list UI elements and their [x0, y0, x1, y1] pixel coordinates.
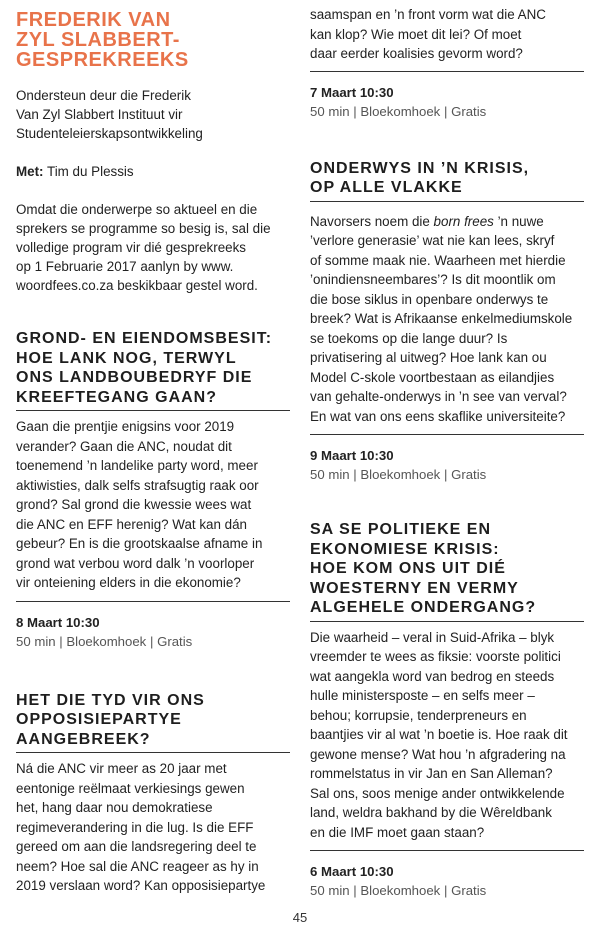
- description-line: of somme maak nie. Waarheen met hierdie: [310, 252, 566, 268]
- description-line: verander? Gaan die ANC, noudat dit: [16, 438, 232, 454]
- description-line: het, hang daar nou demokratiese: [16, 800, 213, 815]
- description-line: breek? Wat is Afrikaanse enkelmediumskole: [310, 311, 573, 326]
- description-line: privatisering al uitweg? Hoe lank kan ou: [310, 350, 547, 365]
- description-line: toenemend ’n landelike party word, meer: [16, 458, 258, 473]
- description-line: gebeur? En is die grootskaalse afname in: [16, 536, 263, 551]
- description-line: ’verlore generasie’ wat nie kan lees, skryf: [310, 233, 555, 248]
- description-line: 2019 verslaan word? Kan opposisiepartye: [16, 878, 266, 893]
- session-venue: Bloekomhoek: [360, 103, 441, 119]
- series-title-line: FREDERIK VAN: [16, 9, 171, 31]
- separator: |: [443, 467, 448, 482]
- host-name: Tim du Plessis: [47, 164, 134, 179]
- description-line: neem? Hoe sal die ANC reageer as hy in: [16, 858, 259, 874]
- left-column: [16, 0, 290, 896]
- description-line: en die IMF moet gaan staan?: [310, 824, 485, 840]
- page-number: 45: [292, 910, 308, 925]
- intro-line: sprekers se programme so besig is, sal die: [16, 221, 271, 236]
- description-line: wat aangekla word van bedrog en steeds: [310, 668, 555, 684]
- session-title: [310, 520, 584, 621]
- description-line: saamspan en ’n front vorm wat die ANC: [310, 7, 546, 22]
- description-line: vir onteiening elders in die ekonomie?: [16, 575, 241, 590]
- separator: |: [59, 633, 63, 649]
- italic-phrase: born frees: [433, 213, 494, 229]
- session-title-line: ALGEHELE ONDERGANG?: [310, 599, 537, 616]
- description-line: baantjies vir al wat ’n boetie is. Hoe raak dit: [310, 727, 568, 742]
- session-title-line: WOESTERNY EN VERMY: [310, 579, 519, 597]
- session-title: [16, 691, 290, 753]
- description-line: grond? Sal grond die kwessie wees wat: [16, 497, 252, 512]
- session-description: [16, 417, 290, 593]
- description-line: daar eerder koalisies gevorm word?: [310, 46, 523, 61]
- separator: |: [353, 467, 357, 482]
- session-title: [16, 329, 290, 410]
- session-price: Gratis: [157, 633, 193, 649]
- session-date: 7 Maart 10:30: [310, 84, 394, 100]
- description-line: regimeverandering in die lug. Is die EFF: [16, 819, 254, 835]
- session-title-line: EKONOMIESE KRISIS:: [310, 540, 500, 558]
- separator: |: [149, 633, 154, 649]
- session-description: [310, 212, 584, 427]
- description-line: ’onindiensneembares’? Is dit moontlik om: [310, 272, 556, 287]
- session-details: [310, 466, 584, 484]
- divider: [310, 850, 584, 851]
- description-line: die ANC en EFF herenig? Wat kan dán: [16, 516, 247, 532]
- right-column: [310, 0, 584, 900]
- sponsor-line: Ondersteun deur die Frederik: [16, 88, 191, 103]
- description-text: Navorsers noem die: [310, 213, 434, 229]
- description-line: Gaan die prentjie enigsins voor 2019: [16, 419, 235, 434]
- description-line: behou; korrupsie, tenderpreneurs en: [310, 707, 527, 723]
- sponsor-note: [16, 86, 290, 143]
- description-line: [310, 212, 584, 232]
- description-line: Ná die ANC vir meer as 20 jaar met: [16, 761, 227, 776]
- session-title-line: ONDERWYS IN ’N KRISIS,: [310, 159, 530, 177]
- description-line: Die waarheid – veral in Suid-Afrika – blyk: [310, 629, 555, 645]
- session-description-continued: [310, 5, 584, 64]
- series-title-line: GESPREKREEKS: [16, 49, 189, 71]
- session-title-line: HET DIE TYD VIR ONS: [16, 691, 205, 709]
- session-date: 6 Maart 10:30: [310, 864, 394, 879]
- description-line: land, weldra bakhand by die Wêreldbank: [310, 805, 552, 820]
- description-text: ’n nuwe: [493, 213, 544, 229]
- divider: [16, 601, 290, 602]
- session-title-line: OP ALLE VLAKKE: [310, 179, 463, 196]
- intro-text: [16, 200, 290, 295]
- description-line: die bose siklus in openbare onderwys te: [310, 291, 549, 307]
- divider: [310, 201, 584, 202]
- separator: |: [443, 883, 448, 898]
- description-line: gewone mense? Wat hou ’n afgradering na: [310, 746, 566, 762]
- divider: [310, 71, 584, 72]
- divider: [310, 621, 584, 622]
- session-title-line: HOE LANK NOG, TERWYL: [16, 349, 237, 367]
- session-title-line: OPPOSISIEPARTYE: [16, 711, 182, 728]
- session-education: [310, 159, 584, 485]
- session-land: [16, 329, 290, 651]
- session-venue: Bloekomhoek: [360, 883, 441, 898]
- host-line: [16, 162, 290, 181]
- separator: |: [353, 883, 357, 898]
- session-title-line: ONS LANDBOUBEDRYF DIE: [16, 369, 253, 386]
- divider: [310, 434, 584, 435]
- session-crisis: [310, 520, 584, 900]
- session-venue: Bloekomhoek: [66, 633, 147, 649]
- session-date: 8 Maart 10:30: [16, 614, 100, 630]
- description-line: van gehalte-onderwys in ’n see van verval?: [310, 389, 567, 404]
- description-line: se toekoms op die lange duur? Is: [310, 330, 508, 346]
- description-line: aktiwisties, dalk selfs strafsugtig raak oor: [16, 477, 259, 493]
- session-duration: 50 min: [310, 467, 350, 482]
- session-price: Gratis: [451, 467, 487, 482]
- session-duration: 50 min: [310, 883, 350, 898]
- description-line: rommelstatus in vir Jan en San Alleman?: [310, 766, 553, 781]
- session-opposition: [16, 691, 290, 896]
- description-line: Model C-skole voortbestaan as eilandjies: [310, 369, 555, 385]
- session-title-line: HOE KOM ONS UIT DIÉ: [310, 560, 506, 577]
- session-date: 9 Maart 10:30: [310, 448, 394, 463]
- session-title-line: SA SE POLITIEKE EN: [310, 521, 491, 538]
- session-duration: 50 min: [310, 103, 350, 119]
- description-line: hulle ministersposte – en selfs meer –: [310, 688, 535, 703]
- session-details: [310, 103, 584, 121]
- description-line: kan klop? Wie moet dit lei? Of moet: [310, 26, 522, 42]
- divider: [16, 752, 290, 753]
- description-line: grond wat verbou word dalk ’n voorloper: [16, 555, 255, 571]
- intro-line: op 1 Februarie 2017 aanlyn by www.: [16, 259, 234, 274]
- session-title-line: GROND- EN EIENDOMSBESIT:: [16, 330, 273, 347]
- series-title-line: ZYL SLABBERT-: [16, 29, 180, 51]
- session-details: [310, 882, 584, 900]
- separator: |: [443, 103, 448, 119]
- session-duration: 50 min: [16, 633, 56, 649]
- description-line: En wat van ons eens skaflike universiteite?: [310, 408, 566, 424]
- description-line: Sal ons, soos menige ander ontwikkelende: [310, 785, 565, 801]
- separator: |: [353, 103, 357, 119]
- session-price: Gratis: [451, 103, 487, 119]
- sponsor-line: Studenteleierskapsontwikkeling: [16, 126, 203, 141]
- session-title: [310, 159, 584, 201]
- session-description: [16, 759, 290, 896]
- sponsor-line: Van Zyl Slabbert Instituut vir: [16, 107, 183, 122]
- session-description: [310, 628, 584, 843]
- divider: [16, 410, 290, 411]
- host-label: Met:: [16, 164, 44, 179]
- session-details: [16, 633, 290, 651]
- intro-line: Omdat die onderwerpe so aktueel en die: [16, 202, 258, 217]
- session-venue: Bloekomhoek: [360, 467, 441, 482]
- description-line: eentonige reëlmaat verkiesings gewen: [16, 780, 245, 796]
- intro-line: woordfees.co.za beskikbaar gestel word.: [16, 278, 258, 293]
- session-title-line: KREEFTEGANG GAAN?: [16, 388, 217, 406]
- session-title-line: AANGEBREEK?: [16, 730, 151, 748]
- intro-line: volledige program vir dié gesprekreeks: [16, 240, 246, 255]
- description-line: gereed om aan die landsregering deel te: [16, 839, 257, 854]
- description-line: vreemder te wees as fiksie: voorste politici: [310, 649, 561, 664]
- series-title: [16, 10, 290, 70]
- session-price: Gratis: [451, 883, 487, 898]
